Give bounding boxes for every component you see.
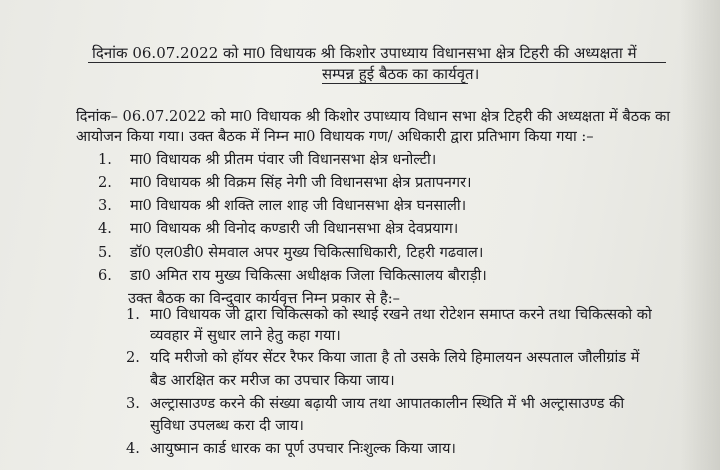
- attendee-number: 3.: [98, 197, 112, 214]
- point-line-1: आयुष्मान कार्ड धारक का पूर्ण उपचार निःशुल्क किया जाय।: [150, 440, 456, 457]
- point-line-2: बैड आरक्षित कर मरीज का उपचार किया जाय।: [150, 372, 395, 389]
- attendee-item: मा0 विधायक श्री विक्रम सिंह नेगी जी विधानसभा क्षेत्र प्रतापनगर।: [130, 174, 472, 191]
- point-line-2: व्यवहार में सुधार लाने हेतु कहा गया।: [150, 327, 341, 344]
- attendee-number: 2.: [98, 174, 112, 191]
- attendee-number: 1.: [98, 151, 112, 168]
- point-line-1: अल्ट्रासाउण्ड करने की संख्या बढ़ायी जाय तथा आपातकालीन स्थिति में भी अल्ट्रासाउण्ड की: [150, 395, 625, 412]
- attendee-number: 6.: [98, 267, 112, 284]
- page-edge-shadow: [680, 0, 720, 470]
- attendee-number: 4.: [98, 220, 112, 237]
- point-line-2: सुविधा उपलब्ध करा दी जाय।: [150, 417, 304, 434]
- intro-line-2: आयोजन किया गया। उक्त बैठक में निम्न मा0 विधायक गण/ अधिकारी द्वारा प्रतिभाग किया गया :–: [76, 128, 594, 145]
- attendee-item: मा0 विधायक श्री विनोद कण्डारी जी विधानसभा क्षेत्र देवप्रयाग।: [130, 220, 459, 237]
- intro-line-1: दिनांक– 06.07.2022 को मा0 विधायक श्री किशोर उपाध्याय विधान सभा क्षेत्र टिहरी की अध्यक्षता में बैठक का: [76, 108, 671, 125]
- attendee-number: 5.: [98, 244, 112, 261]
- title-underline-2: [322, 83, 468, 84]
- point-number: 1.: [126, 306, 140, 323]
- attendee-item: डॉ0 एल0डी0 सेमवाल अपर मुख्य चिकित्साधिकारी, टिहरी गढवाल।: [130, 244, 484, 261]
- title-underline-1: [88, 62, 666, 63]
- document-title-line-1: दिनांक 06.07.2022 को मा0 विधायक श्री किशोर उपाध्याय विधानसभा क्षेत्र टिहरी की अध्यक्षता में: [92, 44, 637, 62]
- point-line-1: मा0 विधायक जी द्वारा चिकित्सको को स्थाई रखने तथा रोटेशन समाप्त करने तथा चिकित्सको को: [150, 306, 652, 323]
- points-intro: उक्त बैठक का विन्दुवार कार्यवृत्त निम्न प्रकार से है:–: [128, 290, 400, 307]
- attendee-item: मा0 विधायक श्री प्रीतम पंवार जी विधानसभा क्षेत्र धनोल्टी।: [130, 151, 437, 168]
- attendee-item: मा0 विधायक श्री शक्ति लाल शाह जी विधानसभा क्षेत्र घनसाली।: [130, 197, 467, 214]
- point-number: 2.: [126, 349, 140, 366]
- point-number: 4.: [126, 440, 140, 457]
- attendee-item: डा0 अमित राय मुख्य चिकित्सा अधीक्षक जिला चिकित्सालय बौराड़ी।: [130, 267, 487, 284]
- point-number: 3.: [126, 395, 140, 412]
- point-line-1: यदि मरीजो को हॉयर सेंटर रैफर किया जाता है तो उसके लिये हिमालयन अस्पताल जौलीग्रांड में: [150, 349, 640, 366]
- document-title-line-2: सम्पन्न हुई बैठक का कार्यवृत।: [322, 65, 480, 83]
